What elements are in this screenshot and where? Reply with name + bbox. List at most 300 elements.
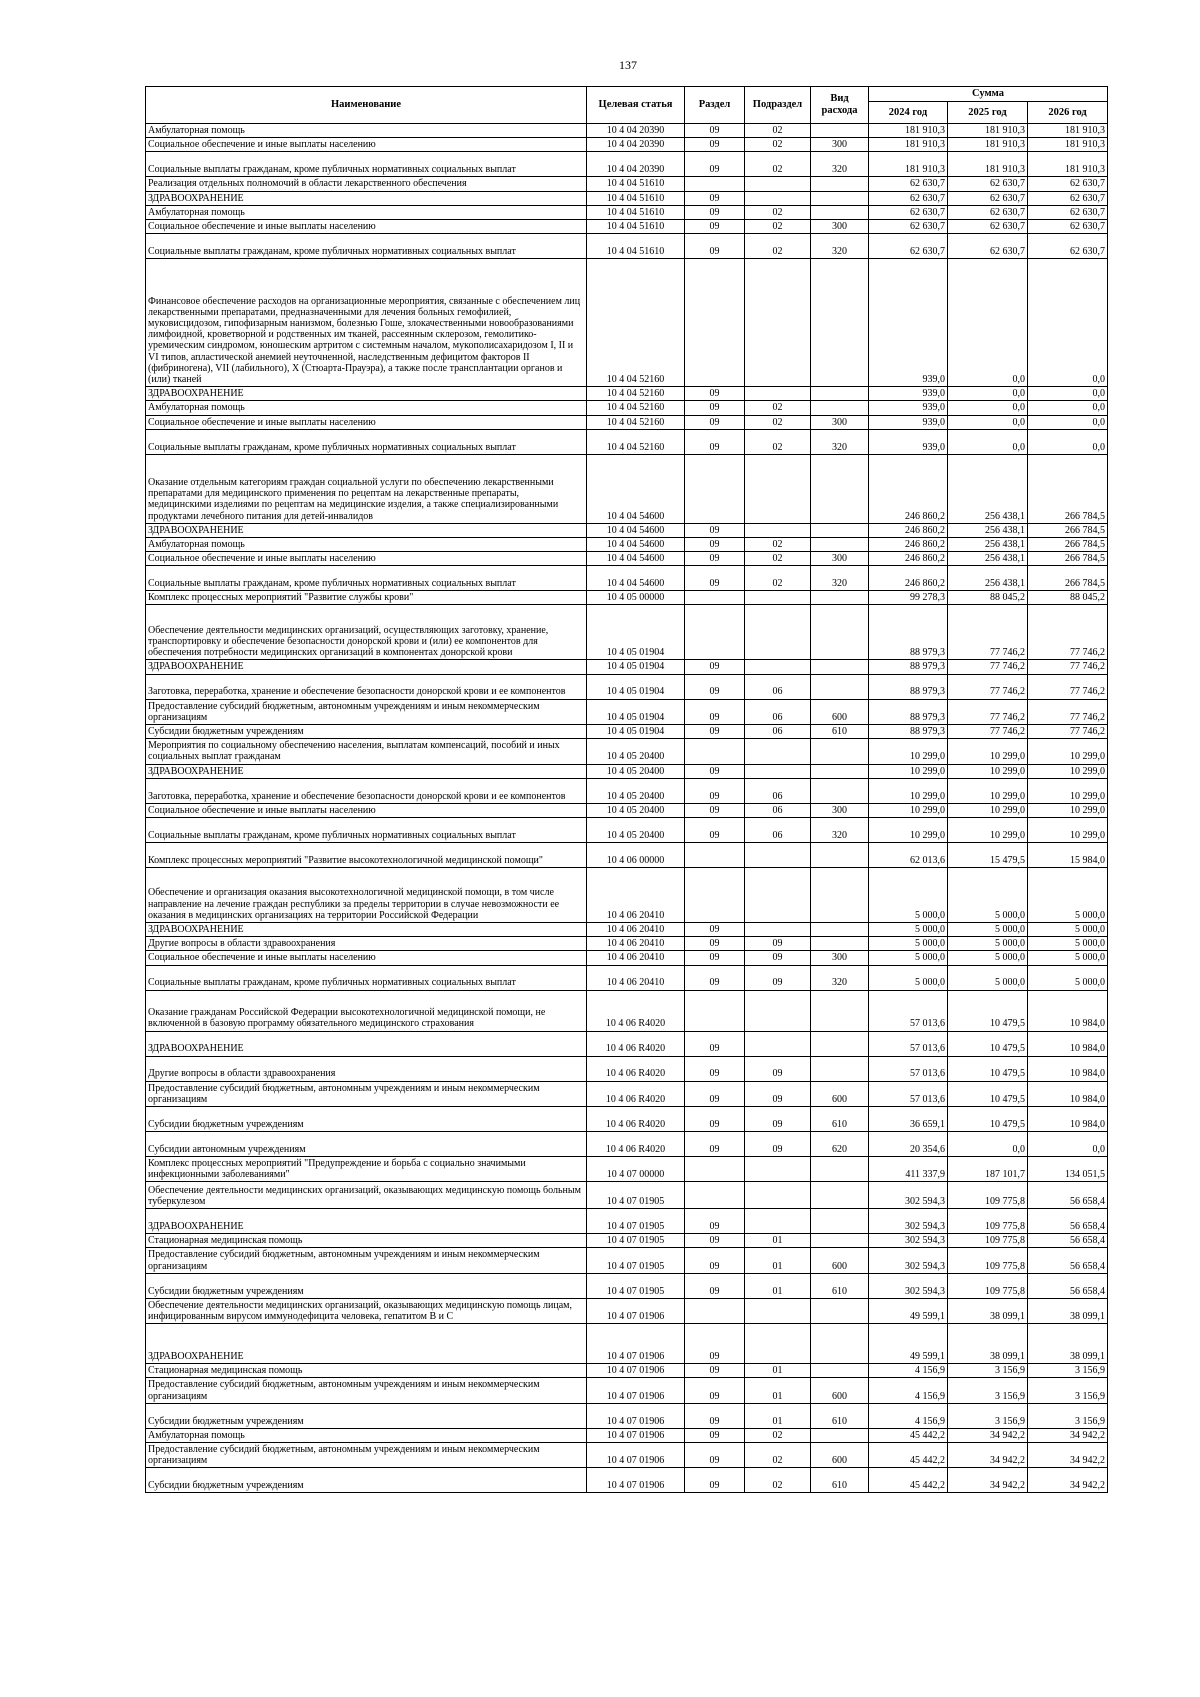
row-target-code: 10 4 06 R4020 [587,1081,685,1106]
row-expense-type: 320 [811,566,869,591]
row-sum-2024: 88 979,3 [869,605,948,660]
row-expense-type: 300 [811,415,869,429]
table-row [146,1403,1108,1428]
row-sum-2025: 256 438,1 [948,552,1028,566]
row-target-code: 10 4 07 01906 [587,1442,685,1467]
row-sum-2024: 62 630,7 [869,177,948,191]
table-row [146,922,1108,936]
header-target: Целевая статья [587,87,685,124]
row-target-code: 10 4 06 20410 [587,951,685,965]
row-subsection [745,1156,811,1181]
table-row [146,965,1108,990]
row-target-code: 10 4 07 01906 [587,1403,685,1428]
row-subsection: 02 [745,152,811,177]
row-section: 09 [685,429,745,454]
row-sum-2025: 10 479,5 [948,1106,1028,1131]
row-name: Обеспечение и организация оказания высокотехнологичной медицинской помощи, в том числе направление на лечение граждан республики за пределы территории в случае невозможности ее оказания в медицинских организациях на территории Российской Федерации [146,867,587,922]
row-sum-2026: 10 984,0 [1028,990,1108,1031]
row-subsection [745,1031,811,1056]
row-section: 09 [685,674,745,699]
row-name: ЗДРАВООХРАНЕНИЕ [146,191,587,205]
row-target-code: 10 4 05 01904 [587,674,685,699]
row-section: 09 [685,778,745,803]
row-sum-2026: 77 746,2 [1028,699,1108,724]
row-subsection [745,523,811,537]
row-sum-2025: 34 942,2 [948,1468,1028,1493]
table-row [146,152,1108,177]
row-sum-2026: 5 000,0 [1028,937,1108,951]
row-sum-2026: 34 942,2 [1028,1442,1108,1467]
row-section: 09 [685,803,745,817]
row-name: Социальное обеспечение и иные выплаты населению [146,138,587,152]
table-row [146,605,1108,660]
row-target-code: 10 4 04 51610 [587,177,685,191]
row-sum-2025: 77 746,2 [948,699,1028,724]
row-section: 09 [685,764,745,778]
row-subsection [745,990,811,1031]
row-expense-type [811,660,869,674]
row-sum-2024: 302 594,3 [869,1182,948,1209]
table-row [146,725,1108,739]
row-expense-type [811,259,869,387]
row-subsection: 02 [745,234,811,259]
row-section: 09 [685,552,745,566]
row-expense-type: 320 [811,152,869,177]
row-sum-2024: 49 599,1 [869,1324,948,1364]
row-name: Предоставление субсидий бюджетным, автономным учреждениям и иным некоммерческим организациям [146,1378,587,1403]
table-header [146,87,1108,124]
row-sum-2026: 34 942,2 [1028,1428,1108,1442]
row-section [685,1156,745,1181]
row-sum-2025: 10 299,0 [948,817,1028,842]
row-section: 09 [685,138,745,152]
row-subsection: 06 [745,817,811,842]
row-expense-type [811,937,869,951]
row-sum-2024: 45 442,2 [869,1428,948,1442]
row-expense-type [811,1324,869,1364]
row-expense-type [811,867,869,922]
row-sum-2024: 411 337,9 [869,1156,948,1181]
row-sum-2024: 62 630,7 [869,234,948,259]
row-target-code: 10 4 04 52160 [587,387,685,401]
row-sum-2025: 256 438,1 [948,537,1028,551]
row-sum-2026: 56 658,4 [1028,1248,1108,1273]
row-sum-2026: 56 658,4 [1028,1182,1108,1209]
row-subsection [745,591,811,605]
row-name: Стационарная медицинская помощь [146,1364,587,1378]
row-sum-2026: 38 099,1 [1028,1324,1108,1364]
row-target-code: 10 4 05 01904 [587,725,685,739]
row-sum-2025: 62 630,7 [948,219,1028,233]
row-sum-2025: 0,0 [948,387,1028,401]
row-expense-type [811,401,869,415]
row-sum-2024: 57 013,6 [869,1056,948,1081]
table-row [146,1298,1108,1323]
table-row [146,1273,1108,1298]
row-expense-type [811,454,869,523]
table-row [146,1428,1108,1442]
table-body [146,124,1108,1493]
row-sum-2026: 266 784,5 [1028,454,1108,523]
row-sum-2025: 256 438,1 [948,566,1028,591]
row-expense-type: 320 [811,429,869,454]
row-subsection: 02 [745,429,811,454]
row-subsection [745,1209,811,1234]
row-sum-2026: 5 000,0 [1028,867,1108,922]
table-row [146,138,1108,152]
row-name: Амбулаторная помощь [146,537,587,551]
row-sum-2024: 10 299,0 [869,739,948,764]
row-target-code: 10 4 06 20410 [587,937,685,951]
table-row [146,739,1108,764]
table-row [146,1081,1108,1106]
row-sum-2025: 0,0 [948,429,1028,454]
row-sum-2025: 10 299,0 [948,764,1028,778]
row-sum-2026: 10 984,0 [1028,1056,1108,1081]
row-expense-type: 320 [811,234,869,259]
row-expense-type: 300 [811,219,869,233]
row-section: 09 [685,817,745,842]
table-row [146,566,1108,591]
row-subsection [745,191,811,205]
row-target-code: 10 4 06 R4020 [587,1031,685,1056]
row-subsection: 09 [745,965,811,990]
row-section [685,454,745,523]
table-row [146,191,1108,205]
row-section: 09 [685,205,745,219]
row-sum-2026: 77 746,2 [1028,605,1108,660]
row-target-code: 10 4 04 52160 [587,429,685,454]
row-sum-2026: 10 984,0 [1028,1106,1108,1131]
row-expense-type [811,205,869,219]
row-subsection [745,842,811,867]
row-section: 09 [685,1031,745,1056]
row-name: Амбулаторная помощь [146,401,587,415]
row-target-code: 10 4 05 01904 [587,605,685,660]
row-sum-2025: 0,0 [948,1131,1028,1156]
row-target-code: 10 4 07 01906 [587,1468,685,1493]
row-sum-2024: 5 000,0 [869,867,948,922]
row-sum-2025: 77 746,2 [948,674,1028,699]
table-row [146,219,1108,233]
row-target-code: 10 4 06 20410 [587,965,685,990]
row-subsection: 01 [745,1248,811,1273]
row-sum-2025: 256 438,1 [948,523,1028,537]
row-sum-2026: 181 910,3 [1028,152,1108,177]
row-section: 09 [685,1428,745,1442]
row-expense-type: 600 [811,1248,869,1273]
row-sum-2025: 62 630,7 [948,205,1028,219]
row-expense-type: 620 [811,1131,869,1156]
row-sum-2024: 246 860,2 [869,523,948,537]
row-name: Социальные выплаты гражданам, кроме публичных нормативных социальных выплат [146,152,587,177]
table-row [146,764,1108,778]
row-name: Социальные выплаты гражданам, кроме публичных нормативных социальных выплат [146,817,587,842]
row-subsection [745,739,811,764]
row-name: Обеспечение деятельности медицинских организаций, оказывающих медицинскую помощь больным туберкулезом [146,1182,587,1209]
row-sum-2024: 5 000,0 [869,965,948,990]
table-row [146,660,1108,674]
row-sum-2025: 10 479,5 [948,1056,1028,1081]
row-sum-2025: 34 942,2 [948,1442,1028,1467]
row-sum-2026: 3 156,9 [1028,1364,1108,1378]
row-name: Субсидии бюджетным учреждениям [146,1273,587,1298]
table-row [146,867,1108,922]
table-row [146,1056,1108,1081]
table-row [146,523,1108,537]
table-row [146,1234,1108,1248]
row-sum-2024: 302 594,3 [869,1209,948,1234]
row-expense-type [811,1364,869,1378]
row-name: Субсидии бюджетным учреждениям [146,1468,587,1493]
row-expense-type [811,1298,869,1323]
row-name: ЗДРАВООХРАНЕНИЕ [146,922,587,936]
row-expense-type [811,1056,869,1081]
row-section: 09 [685,937,745,951]
table-row [146,1468,1108,1493]
row-name: Субсидии автономным учреждениям [146,1131,587,1156]
row-sum-2024: 181 910,3 [869,152,948,177]
row-section: 09 [685,1364,745,1378]
row-sum-2026: 10 299,0 [1028,778,1108,803]
row-sum-2025: 38 099,1 [948,1324,1028,1364]
row-sum-2025: 77 746,2 [948,605,1028,660]
row-subsection [745,660,811,674]
row-expense-type [811,1182,869,1209]
row-target-code: 10 4 04 20390 [587,152,685,177]
row-sum-2025: 5 000,0 [948,867,1028,922]
row-section: 09 [685,725,745,739]
row-target-code: 10 4 05 20400 [587,817,685,842]
row-sum-2025: 0,0 [948,415,1028,429]
row-section: 09 [685,1056,745,1081]
row-target-code: 10 4 06 R4020 [587,1106,685,1131]
row-sum-2026: 266 784,5 [1028,552,1108,566]
row-expense-type [811,591,869,605]
row-sum-2026: 88 045,2 [1028,591,1108,605]
row-sum-2024: 45 442,2 [869,1468,948,1493]
table-row [146,1442,1108,1467]
row-target-code: 10 4 07 01906 [587,1378,685,1403]
row-expense-type: 610 [811,1468,869,1493]
row-sum-2024: 62 630,7 [869,205,948,219]
row-sum-2026: 10 984,0 [1028,1081,1108,1106]
row-target-code: 10 4 07 01905 [587,1248,685,1273]
row-sum-2025: 187 101,7 [948,1156,1028,1181]
row-section: 09 [685,537,745,551]
row-sum-2026: 77 746,2 [1028,725,1108,739]
row-sum-2024: 302 594,3 [869,1234,948,1248]
row-name: Другие вопросы в области здравоохранения [146,937,587,951]
row-expense-type [811,191,869,205]
row-sum-2025: 5 000,0 [948,965,1028,990]
row-target-code: 10 4 05 20400 [587,764,685,778]
row-expense-type: 600 [811,1378,869,1403]
row-subsection: 02 [745,138,811,152]
row-name: Финансовое обеспечение расходов на организационные мероприятия, связанные с обеспечением лиц лекарственными препаратами, предназначенными для лечения больных гемофилией, муковисцидозом, гипофизарным нанизмом, болезнью Гоше, злокачественными новообразованиями лимфоидной, кроветворной и родственных им тканей, рассеянным склерозом, гемолитико-уремическим синдромом, юношеским артритом с системным началом, мукополисахаридозом I, II и VI типов, апластической анемией неуточненной, наследственным дефицитом факторов II (фибриногена), VII (лабильного), X (Стюарта-Прауэра), а также после трансплантации органов и (или) тканей [146,259,587,387]
row-target-code: 10 4 04 54600 [587,566,685,591]
row-sum-2025: 77 746,2 [948,725,1028,739]
row-sum-2024: 62 630,7 [869,191,948,205]
row-section [685,177,745,191]
table-row [146,674,1108,699]
row-name: ЗДРАВООХРАНЕНИЕ [146,660,587,674]
row-sum-2026: 5 000,0 [1028,922,1108,936]
row-sum-2025: 109 775,8 [948,1182,1028,1209]
row-subsection: 02 [745,1468,811,1493]
row-name: Предоставление субсидий бюджетным, автономным учреждениям и иным некоммерческим организациям [146,699,587,724]
row-target-code: 10 4 07 01906 [587,1364,685,1378]
row-sum-2024: 939,0 [869,429,948,454]
row-section: 09 [685,219,745,233]
row-sum-2025: 5 000,0 [948,922,1028,936]
page-number: 137 [619,58,637,72]
table-row [146,401,1108,415]
row-sum-2024: 20 354,6 [869,1131,948,1156]
row-expense-type [811,1031,869,1056]
row-subsection: 09 [745,1131,811,1156]
row-subsection: 09 [745,1056,811,1081]
row-name: Заготовка, переработка, хранение и обеспечение безопасности донорской крови и ее компонентов [146,674,587,699]
row-section: 09 [685,1442,745,1467]
row-expense-type [811,124,869,138]
row-subsection [745,764,811,778]
table-row [146,1182,1108,1209]
row-subsection: 09 [745,951,811,965]
row-sum-2024: 302 594,3 [869,1273,948,1298]
row-sum-2025: 0,0 [948,259,1028,387]
row-sum-2024: 5 000,0 [869,951,948,965]
row-name: Обеспечение деятельности медицинских организаций, осуществляющих заготовку, хранение, транспортировку и обеспечение безопасности донорской крови и (или) ее компонентов для обеспечения потребности медицинских организаций в компонентах донорской крови [146,605,587,660]
row-name: Оказание гражданам Российской Федерации высокотехнологичной медицинской помощи, не включенной в базовую программу обязательного медицинского страхования [146,990,587,1031]
table-row [146,1378,1108,1403]
row-name: Амбулаторная помощь [146,1428,587,1442]
row-sum-2024: 57 013,6 [869,1081,948,1106]
row-name: Социальное обеспечение и иные выплаты населению [146,552,587,566]
row-sum-2025: 10 479,5 [948,1081,1028,1106]
row-sum-2026: 0,0 [1028,415,1108,429]
row-expense-type: 300 [811,552,869,566]
row-sum-2024: 57 013,6 [869,990,948,1031]
table-row [146,1031,1108,1056]
row-target-code: 10 4 06 R4020 [587,1056,685,1081]
row-sum-2024: 939,0 [869,401,948,415]
table-row [146,552,1108,566]
row-sum-2024: 10 299,0 [869,778,948,803]
row-section: 09 [685,1468,745,1493]
row-name: Социальное обеспечение и иные выплаты населению [146,415,587,429]
row-sum-2026: 77 746,2 [1028,674,1108,699]
row-target-code: 10 4 04 51610 [587,234,685,259]
row-section: 09 [685,523,745,537]
row-sum-2026: 181 910,3 [1028,124,1108,138]
row-expense-type: 610 [811,1403,869,1428]
row-expense-type [811,387,869,401]
row-section [685,591,745,605]
row-sum-2026: 3 156,9 [1028,1378,1108,1403]
row-name: Оказание отдельным категориям граждан социальной услуги по обеспечению лекарственными препаратами для медицинского применения по рецептам на лекарственные препараты, медицинскими изделиями по рецептам на медицинские изделия, а также специализированными продуктами лечебного питания для детей-инвалидов [146,454,587,523]
row-subsection: 02 [745,219,811,233]
row-section: 09 [685,1131,745,1156]
row-subsection: 02 [745,552,811,566]
row-subsection [745,1324,811,1364]
row-subsection: 06 [745,803,811,817]
row-sum-2025: 5 000,0 [948,937,1028,951]
row-sum-2026: 0,0 [1028,401,1108,415]
row-target-code: 10 4 07 00000 [587,1156,685,1181]
row-subsection: 09 [745,1081,811,1106]
row-target-code: 10 4 07 01905 [587,1273,685,1298]
row-sum-2026: 10 299,0 [1028,739,1108,764]
row-sum-2026: 10 984,0 [1028,1031,1108,1056]
row-subsection [745,454,811,523]
table-row [146,454,1108,523]
row-name: Предоставление субсидий бюджетным, автономным учреждениям и иным некоммерческим организациям [146,1248,587,1273]
row-section: 09 [685,699,745,724]
row-section: 09 [685,124,745,138]
row-sum-2026: 5 000,0 [1028,965,1108,990]
row-target-code: 10 4 07 01906 [587,1324,685,1364]
row-sum-2025: 3 156,9 [948,1403,1028,1428]
row-expense-type [811,177,869,191]
header-section: Раздел [685,87,745,124]
row-expense-type: 610 [811,725,869,739]
row-section: 09 [685,387,745,401]
row-sum-2025: 256 438,1 [948,454,1028,523]
row-sum-2026: 0,0 [1028,429,1108,454]
row-sum-2026: 77 746,2 [1028,660,1108,674]
row-subsection: 02 [745,1442,811,1467]
row-sum-2024: 302 594,3 [869,1248,948,1273]
row-expense-type [811,1209,869,1234]
row-target-code: 10 4 04 20390 [587,124,685,138]
row-sum-2026: 3 156,9 [1028,1403,1108,1428]
row-target-code: 10 4 06 R4020 [587,990,685,1031]
row-subsection: 06 [745,674,811,699]
row-sum-2024: 36 659,1 [869,1106,948,1131]
row-sum-2026: 10 299,0 [1028,764,1108,778]
row-expense-type [811,739,869,764]
header-2024: 2024 год [869,102,948,124]
row-subsection [745,259,811,387]
table-row [146,415,1108,429]
table-row [146,1106,1108,1131]
row-sum-2025: 3 156,9 [948,1378,1028,1403]
row-sum-2024: 10 299,0 [869,764,948,778]
row-sum-2026: 10 299,0 [1028,803,1108,817]
row-name: Предоставление субсидий бюджетным, автономным учреждениям и иным некоммерческим организациям [146,1081,587,1106]
row-target-code: 10 4 04 20390 [587,138,685,152]
table-row [146,937,1108,951]
row-subsection: 02 [745,1428,811,1442]
row-section: 09 [685,1234,745,1248]
row-section: 09 [685,234,745,259]
row-section: 09 [685,1209,745,1234]
row-sum-2024: 5 000,0 [869,937,948,951]
row-sum-2025: 181 910,3 [948,124,1028,138]
row-sum-2024: 45 442,2 [869,1442,948,1467]
row-name: Мероприятия по социальному обеспечению населения, выплатам компенсаций, пособий и иных социальных выплат гражданам [146,739,587,764]
row-expense-type [811,922,869,936]
row-section [685,990,745,1031]
row-target-code: 10 4 04 54600 [587,454,685,523]
table-row [146,699,1108,724]
row-expense-type: 600 [811,699,869,724]
row-target-code: 10 4 04 52160 [587,401,685,415]
row-subsection: 02 [745,566,811,591]
row-sum-2025: 34 942,2 [948,1428,1028,1442]
row-sum-2025: 3 156,9 [948,1364,1028,1378]
